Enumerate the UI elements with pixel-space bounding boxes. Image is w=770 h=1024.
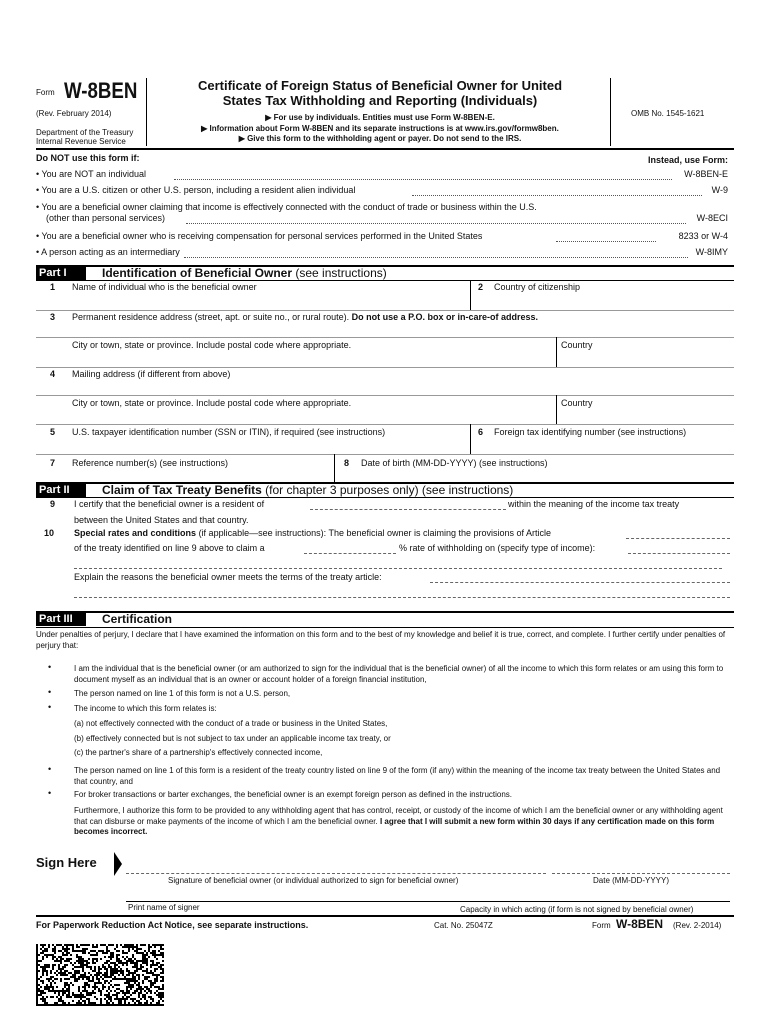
- certification-subitem: (b) effectively connected but is not subject to tax under an applicable income tax treaty, or: [74, 734, 391, 743]
- treaty-reason-field-cont[interactable]: [74, 597, 730, 598]
- line-3-number: 3: [50, 312, 56, 322]
- certification-authorization: [74, 806, 734, 838]
- part-1-title: [102, 266, 387, 280]
- country-field[interactable]: [561, 352, 731, 364]
- permanent-address-field[interactable]: [72, 324, 722, 336]
- city-field[interactable]: [72, 352, 552, 364]
- part-3-tag: Part III: [36, 612, 86, 626]
- alternate-form: W-8ECI: [696, 213, 728, 223]
- instruction-line: ▶ Information about Form W-8BEN and its separate instructions is at www.irs.gov/formw8ben.: [201, 123, 559, 133]
- line-10-number: 10: [44, 528, 55, 538]
- title-line-2: States Tax Withholding and Reporting (Individuals): [222, 93, 538, 108]
- exclusion-text: • You are a beneficial owner who is receiving compensation for personal services performed in the United States: [36, 231, 483, 241]
- capacity-field[interactable]: [460, 888, 730, 900]
- department: [36, 128, 133, 146]
- certification-item: For broker transactions or barter exchanges, the beneficial owner is an exempt foreign person as defined in the instructions.: [74, 790, 513, 799]
- certification-item: The person named on line 1 of this form is a resident of the treaty country listed on line 9 of the form (if any) within the meaning of the income tax treaty between the United States and that country, and: [74, 766, 721, 786]
- authorization-agreement: I agree that I will submit a new form within 30 days if any certification made on this form becomes incorrect.: [74, 816, 715, 836]
- part-2-title-suffix: (for chapter 3 purposes only) (see instructions): [265, 483, 514, 497]
- exclusion-text: • You are a beneficial owner claiming that income is effectively connected with the conduct of trade or business within the U.S.: [36, 202, 537, 212]
- exclusion-text: • You are NOT an individual: [36, 169, 147, 179]
- line-10-description: (if applicable—see instructions): The beneficial owner is claiming the provisions of Article: [198, 528, 552, 538]
- mailing-country-field[interactable]: [561, 410, 731, 422]
- date-caption: Date (MM-DD-YYYY): [593, 876, 670, 885]
- line-4-label: Mailing address (if different from above): [72, 369, 231, 379]
- title-line-1: Certificate of Foreign Status of Beneficial Owner for United: [197, 78, 563, 93]
- footer-revision: (Rev. 2-2014): [673, 921, 722, 930]
- foreign-tin-field[interactable]: [478, 439, 728, 451]
- line-7-label: Reference number(s) (see instructions): [72, 458, 229, 468]
- mailing-address-field[interactable]: [72, 381, 722, 393]
- bullet: •: [48, 687, 52, 697]
- alternate-form: W-9: [711, 185, 728, 195]
- certification-intro: Under penalties of perjury, I declare that I have examined the information on this form and to the best of my knowledge and belief it is true, correct, and complete. I further certify under penalties of perjury that:: [36, 630, 726, 650]
- bullet: •: [48, 702, 52, 712]
- 2d-barcode-icon: [36, 944, 164, 1006]
- country-of-citizenship-field[interactable]: [478, 294, 728, 308]
- line-3-warning: Do not use a P.O. box or in-care-of address.: [351, 312, 539, 322]
- bullet: •: [48, 764, 52, 774]
- line-10-heading: Special rates and conditions: [74, 528, 197, 538]
- treaty-reason-field[interactable]: [430, 582, 730, 583]
- line-2-number: 2: [478, 282, 484, 292]
- certification-item: The income to which this form relates is:: [74, 704, 217, 713]
- income-type-field-cont[interactable]: [74, 568, 722, 569]
- department-line: Department of the Treasury: [36, 128, 134, 137]
- signature-caption: Signature of beneficial owner (or individual authorized to sign for beneficial owner): [168, 876, 459, 885]
- country-label: Country: [561, 340, 593, 350]
- sign-here-arrow-icon: [114, 852, 122, 876]
- authorization-text: Furthermore, I authorize this form to be provided to any withholding agent that has control, receipt, or custody of the income of which I am the beneficial owner or any withholding agent that can disburse or make payments of the income of which I am the beneficial owner.: [74, 806, 723, 826]
- do-not-use-heading: Do NOT use this form if:: [36, 153, 140, 163]
- line-10-text-3: % rate of withholding on (specify type of income):: [399, 543, 596, 553]
- line-2-label: Country of citizenship: [494, 282, 581, 292]
- exclusion-text-cont: (other than personal services): [46, 213, 166, 223]
- withholding-rate-field[interactable]: [304, 553, 396, 554]
- treaty-country-field[interactable]: [310, 509, 506, 510]
- form-title: [150, 78, 610, 108]
- part-1-title-text: Identification of Beneficial Owner: [102, 266, 293, 280]
- catalog-number: Cat. No. 25047Z: [434, 921, 493, 930]
- line-1-label: Name of individual who is the beneficial owner: [72, 282, 257, 292]
- beneficial-owner-name-field[interactable]: [72, 294, 462, 308]
- line-8-label: Date of birth (MM-DD-YYYY) (see instructions): [361, 458, 548, 468]
- line-10-explain: Explain the reasons the beneficial owner meets the terms of the treaty article:: [74, 572, 382, 582]
- bullet: •: [48, 662, 52, 672]
- print-name-field[interactable]: [126, 888, 446, 900]
- date-of-birth-field[interactable]: [344, 470, 728, 480]
- line-9-text: I certify that the beneficial owner is a resident of: [74, 499, 265, 509]
- line-3-label: [72, 312, 538, 322]
- capacity-caption: Capacity in which acting (if form is not signed by beneficial owner): [460, 905, 694, 914]
- us-tin-field[interactable]: [72, 439, 462, 451]
- country-label: Country: [561, 398, 593, 408]
- city-label: City or town, state or province. Include postal code where appropriate.: [72, 340, 352, 350]
- omb-number: OMB No. 1545-1621: [631, 109, 705, 118]
- exclusion-text: • A person acting as an intermediary: [36, 247, 180, 257]
- line-1-number: 1: [50, 282, 56, 292]
- instruction-line: ▶ Give this form to the withholding agent or payer. Do not send to the IRS.: [238, 134, 522, 143]
- treaty-article-field[interactable]: [626, 538, 730, 539]
- footer-form-number: W-8BEN: [616, 917, 664, 931]
- sign-here-label: Sign Here: [36, 855, 97, 870]
- part-1-tag: Part I: [36, 266, 86, 280]
- agency-line: Internal Revenue Service: [36, 137, 126, 146]
- alternate-form: 8233 or W-4: [678, 231, 728, 241]
- part-2-title: [102, 483, 513, 497]
- alternate-form: W-8IMY: [695, 247, 728, 257]
- form-label: Form: [36, 88, 55, 97]
- mailing-city-field[interactable]: [72, 410, 552, 422]
- part-1-title-suffix: (see instructions): [295, 266, 387, 280]
- signature-field[interactable]: [126, 873, 546, 874]
- line-9-text-end: between the United States and that country.: [74, 515, 249, 525]
- line-10-text: [74, 528, 551, 538]
- reference-number-field[interactable]: [72, 470, 327, 480]
- form-instructions: [150, 113, 610, 145]
- instruction-line: ▶ For use by individuals. Entities must use Form W-8BEN-E.: [265, 113, 495, 122]
- certification-item: I am the individual that is the beneficial owner (or am authorized to sign for the individual that is the beneficial owner) of all the income to which this form relates or am using this form to document myself as an individual that is an owner or account holder of a foreign financial institution,: [74, 664, 724, 684]
- certification-item: The person named on line 1 of this form is not a U.S. person,: [74, 689, 291, 698]
- footer-form-label: Form: [592, 921, 611, 930]
- line-3-text: Permanent residence address (street, apt. or suite no., or rural route).: [72, 312, 350, 322]
- certification-subitem: (a) not effectively connected with the conduct of a trade or business in the United States,: [74, 719, 388, 728]
- signature-date-field[interactable]: [552, 873, 730, 874]
- line-7-number: 7: [50, 458, 56, 468]
- city-label: City or town, state or province. Include postal code where appropriate.: [72, 398, 352, 408]
- line-9-number: 9: [50, 499, 56, 509]
- form-number: W-8BEN: [64, 78, 138, 103]
- revision-date: (Rev. February 2014): [36, 109, 112, 118]
- exclusion-text: • You are a U.S. citizen or other U.S. person, including a resident alien individual: [36, 185, 356, 195]
- certification-subitem: (c) the partner's share of a partnership's effectively connected income,: [74, 748, 323, 757]
- print-name-caption: Print name of signer: [128, 903, 200, 912]
- alternate-form: W-8BEN-E: [684, 169, 728, 179]
- line-10-text-2: of the treaty identified on line 9 above to claim a: [74, 543, 265, 553]
- line-5-label: U.S. taxpayer identification number (SSN or ITIN), if required (see instructions): [72, 427, 386, 437]
- part-2-tag: Part II: [36, 483, 86, 497]
- line-6-label: Foreign tax identifying number (see instructions): [494, 427, 687, 437]
- instead-use-heading: Instead, use Form:: [647, 155, 728, 165]
- line-6-number: 6: [478, 427, 484, 437]
- line-8-number: 8: [344, 458, 350, 468]
- bullet: •: [48, 788, 52, 798]
- part-2-title-text: Claim of Tax Treaty Benefits: [102, 483, 262, 497]
- line-5-number: 5: [50, 427, 56, 437]
- paperwork-notice: For Paperwork Reduction Act Notice, see separate instructions.: [36, 920, 309, 930]
- line-4-number: 4: [50, 369, 56, 379]
- income-type-field[interactable]: [628, 553, 730, 554]
- line-9-text-cont: within the meaning of the income tax treaty: [508, 499, 680, 509]
- part-3-title: Certification: [102, 612, 173, 626]
